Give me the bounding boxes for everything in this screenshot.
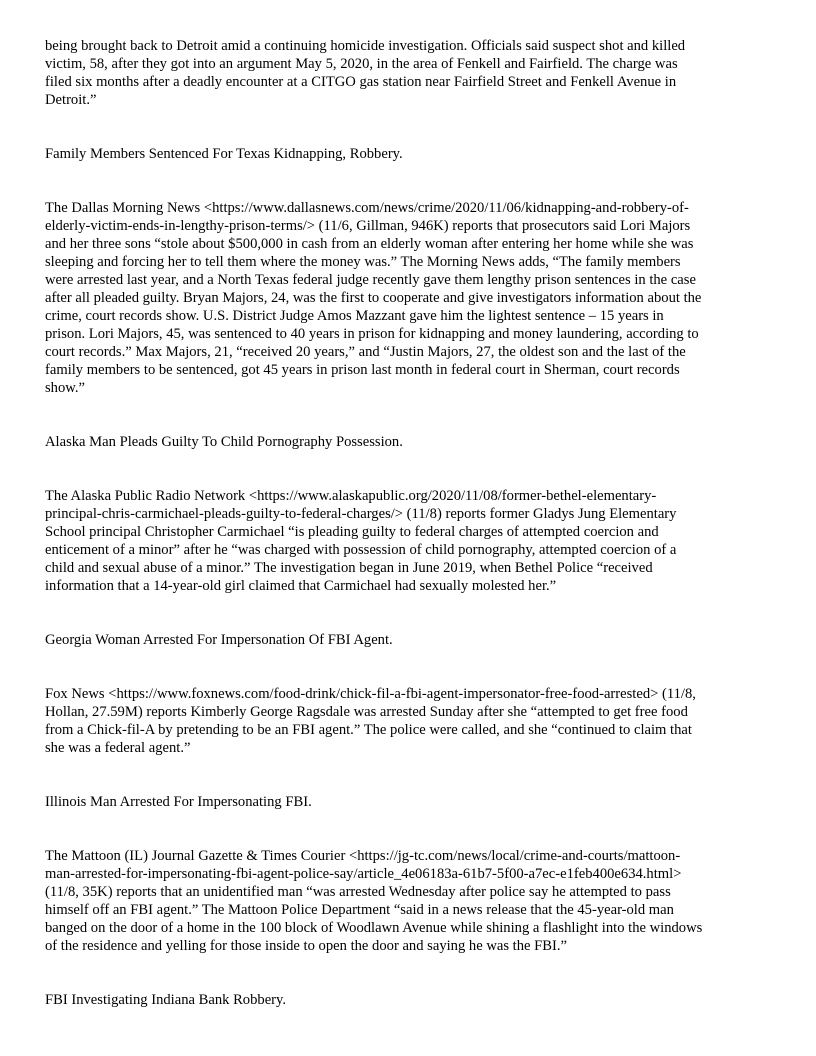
paragraph-illinois-impersonation: The Mattoon (IL) Journal Gazette & Times Courier <https://jg-tc.com/news/local/crime-and-courts/mattoon- man-arrested-for-impersonating-fbi-agent-police-say/article_4e06183a-61b7-5f00-a7ec-e1feb400e634.html> (11/8, 35K) reports that an unidentified man “was arrested Wednesday after police say he attempted to pass himself off an FBI agent.” The Mattoon Police Department “said in a news release that the 45-year-old man banged on the door of a home in the 100 block of Woodlawn Avenue while shining a flashlight into the windows of the residence and yelling for those inside to open the door and saying he was the FBI.” <box>45 848 703 954</box>
paragraph-georgia-impersonation: Fox News <https://www.foxnews.com/food-drink/chick-fil-a-fbi-agent-impersonator-free-food-arrested> (11/8, Hollan, 27.59M) reports Kimberly George Ragsdale was arrested Sunday after she “attempted to get free food from a Chick-fil-A by pretending to be an FBI agent.” The police were called, and she “continued to claim that she was a federal agent.” <box>45 686 696 756</box>
headline-illinois-impersonation: Illinois Man Arrested For Impersonating FBI. <box>45 794 312 810</box>
headline-georgia-impersonation: Georgia Woman Arrested For Impersonation Of FBI Agent. <box>45 632 393 648</box>
paragraph-alaska-guilty-plea: The Alaska Public Radio Network <https://www.alaskapublic.org/2020/11/08/former-bethel-elementary- principal-chris-carmichael-pleads-guilty-to-federal-charges/> (11/8) reports former Gladys Jung Elementary School principal Christopher Carmichael “is pleading guilty to federal charges of attempted coercion and enticement of a minor” after he “was charged with possession of child pornography, attempted coercion of a child and sexual abuse of a minor.” The investigation began in June 2019, when Bethel Police “received information that a 14-year-old girl claimed that Carmichael had sexually molested her.” <box>45 488 677 594</box>
headline-alaska-guilty-plea: Alaska Man Pleads Guilty To Child Pornography Possession. <box>45 434 403 450</box>
paragraph-detroit-homicide: being brought back to Detroit amid a continuing homicide investigation. Officials said suspect shot and killed victim, 58, after they got into an argument May 5, 2020, in the area of Fenkell and Fairfield. The charge was filed six months after a deadly encounter at a CITGO gas station near Fairfield Street and Fenkell Avenue in Detroit.” <box>45 38 686 108</box>
document-page <box>45 37 773 1009</box>
paragraph-texas-kidnapping: The Dallas Morning News <https://www.dallasnews.com/news/crime/2020/11/06/kidnapping-and-robbery-of- elderly-victim-ends-in-lengthy-prison-terms/> (11/6, Gillman, 946K) reports that prosecutors said Lori Majors and her three sons “stole about $500,000 in cash from an elderly woman after entering her home while she was sleeping and forcing her to tell them where the money was.” The Morning News adds, “The family members were arrested last year, and a North Texas federal judge recently gave them lengthy prison sentences in the case after all pleaded guilty. Bryan Majors, 24, was the first to cooperate and give investigators information about the crime, court records show. U.S. District Judge Amos Mazzant gave him the lightest sentence – 15 years in prison. Lori Majors, 45, was sentenced to 40 years in prison for kidnapping and money laundering, according to court records.” Max Majors, 21, “received 20 years,” and “Justin Majors, 27, the oldest son and the last of the family members to be sentenced, got 45 years in prison last month in federal court in Sherman, court records show.” <box>45 200 702 396</box>
headline-texas-kidnapping: Family Members Sentenced For Texas Kidnapping, Robbery. <box>45 146 403 162</box>
headline-indiana-bank-robbery: FBI Investigating Indiana Bank Robbery. <box>45 992 287 1008</box>
